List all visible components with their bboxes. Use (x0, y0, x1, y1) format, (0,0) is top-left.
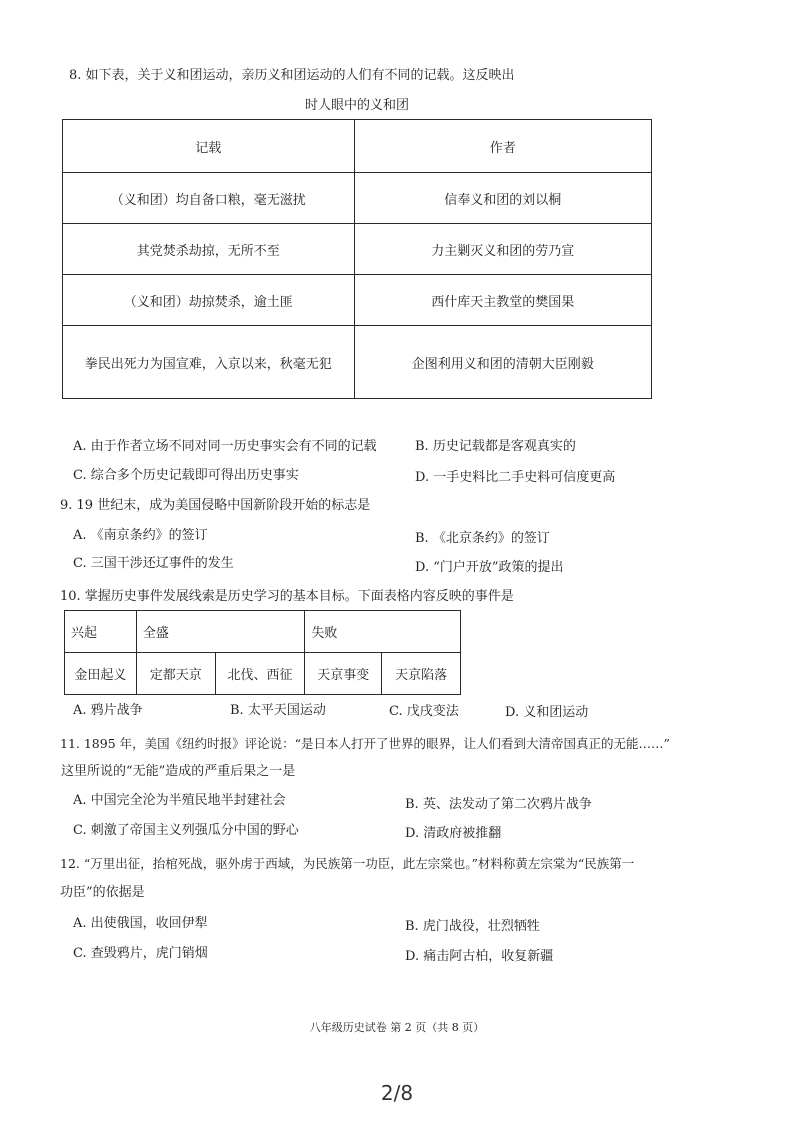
q9-option-c: C. 三国干涉还辽事件的发生 (73, 556, 234, 571)
page-footer: 八年级历史试卷 第 2 页（共 8 页） (309, 1021, 485, 1034)
q11-option-d: D. 清政府被推翻 (405, 826, 502, 841)
event-cell: 定都天京 (136, 653, 215, 695)
q12-stem-line1: 12. “万里出征，抬棺死战，驱外虏于西域，为民族第一功臣，此左宗棠也。”材料称黄左宗棠为“民族第一 (60, 856, 635, 871)
q12-option-a: A. 出使俄国，收回伊犁 (73, 916, 208, 931)
record-cell: 拳民出死力为国宣难，入京以来，秋毫无犯 (63, 326, 355, 399)
table-row (65, 611, 461, 653)
q8-option-d: D. 一手史料比二手史料可信度更高 (415, 470, 616, 485)
author-cell: 西什库天主教堂的樊国果 (354, 275, 651, 326)
q12-option-c: C. 查毁鸦片，虎门销烟 (73, 946, 208, 961)
event-cell: 天京陷落 (382, 653, 461, 695)
record-cell: （义和团）均自备口粮，毫无滋扰 (63, 173, 355, 224)
table-row (63, 275, 652, 326)
q11-option-b: B. 英、法发动了第二次鸦片战争 (405, 797, 592, 812)
q10-option-a: A. 鸦片战争 (73, 703, 143, 718)
q11-option-a: A. 中国完全沦为半殖民地半封建社会 (73, 793, 286, 808)
q11-option-c: C. 刺激了帝国主义列强瓜分中国的野心 (73, 823, 299, 838)
event-cell: 金田起义 (65, 653, 137, 695)
q9-stem: 9. 19 世纪末，成为美国侵略中国新阶段开始的标志是 (60, 498, 371, 513)
q8-stem: 8. 如下表，关于义和团运动，亲历义和团运动的人们有不同的记载。这反映出 (69, 68, 515, 83)
table-header-row (63, 120, 652, 173)
table-row (63, 173, 652, 224)
q12-option-d: D. 痛击阿古柏，收复新疆 (405, 949, 554, 964)
q9-option-a: A. 《南京条约》的签订 (73, 528, 208, 543)
q8-records-table (62, 119, 652, 399)
table-row (63, 224, 652, 275)
q10-timeline-table (64, 610, 461, 695)
event-cell: 天京事变 (305, 653, 382, 695)
q10-stem: 10. 掌握历史事件发展线索是历史学习的基本目标。下面表格内容反映的事件是 (60, 589, 514, 604)
event-cell: 北伐、西征 (215, 653, 305, 695)
q8-option-a: A. 由于作者立场不同对同一历史事实会有不同的记载 (73, 439, 377, 454)
q10-option-d: D. 义和团运动 (505, 705, 589, 720)
q10-option-b: B. 太平天国运动 (230, 703, 326, 718)
stage-rise: 兴起 (65, 611, 137, 653)
q12-option-b: B. 虎门战役，壮烈牺牲 (405, 919, 540, 934)
author-cell: 企图利用义和团的清朝大臣刚毅 (354, 326, 651, 399)
author-cell: 力主剿灭义和团的劳乃宣 (354, 224, 651, 275)
record-cell: （义和团）劫掠焚杀，逾土匪 (63, 275, 355, 326)
record-cell: 其党焚杀劫掠，无所不至 (63, 224, 355, 275)
q9-option-b: B. 《北京条约》的签订 (415, 531, 550, 546)
table-row (63, 326, 652, 399)
header-records: 记载 (63, 120, 355, 173)
q12-stem-line2: 功臣”的依据是 (60, 885, 145, 900)
q8-table-title: 时人眼中的义和团 (304, 98, 409, 113)
q8-option-b: B. 历史记载都是客观真实的 (415, 439, 576, 454)
header-author: 作者 (354, 120, 651, 173)
page-indicator: 2/8 (380, 1081, 414, 1105)
q11-stem-line1: 11. 1895 年，美国《纽约时报》评论说：“是日本人打开了世界的眼界，让人们看到大清帝国真正的无能……” (60, 736, 670, 751)
q9-option-d: D. “门户开放”政策的提出 (415, 560, 564, 575)
q11-stem-line2: 这里所说的“无能”造成的严重后果之一是 (61, 764, 296, 779)
stage-failure: 失败 (305, 611, 461, 653)
stage-peak: 全盛 (136, 611, 305, 653)
q10-option-c: C. 戊戌变法 (389, 704, 459, 719)
table-row (65, 653, 461, 695)
author-cell: 信奉义和团的刘以桐 (354, 173, 651, 224)
q8-option-c: C. 综合多个历史记载即可得出历史事实 (73, 468, 299, 483)
